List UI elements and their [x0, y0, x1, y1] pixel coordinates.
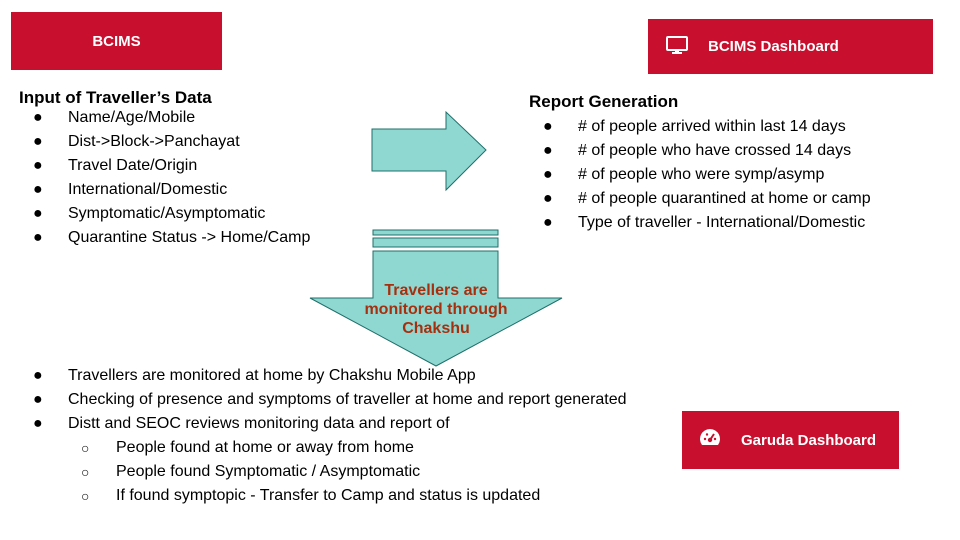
monitoring-arrow-text: Travellers are monitored through Chakshu: [364, 282, 508, 337]
right-arrow: [372, 112, 486, 190]
input-section-title: Input of Traveller’s Data: [19, 88, 212, 107]
bcims-dashboard-label: BCIMS Dashboard: [708, 38, 839, 55]
report-section-title: Report Generation: [529, 92, 679, 111]
down-arrow-stripe-1: [373, 230, 498, 235]
bcims-badge-label: BCIMS: [92, 32, 141, 50]
down-arrow-stripe-2: [373, 238, 498, 247]
garuda-dashboard-label: Garuda Dashboard: [741, 431, 877, 449]
